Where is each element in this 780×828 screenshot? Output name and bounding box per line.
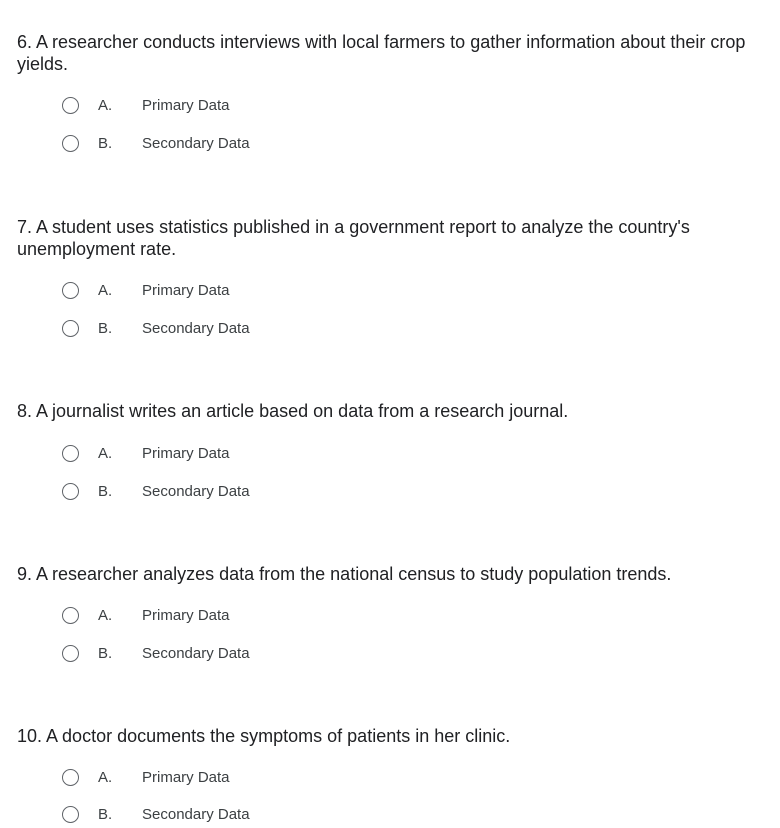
option-letter: A. [98, 445, 113, 462]
radio-button[interactable] [62, 320, 79, 337]
option-b[interactable] [62, 806, 322, 828]
option-label: Primary Data [142, 607, 230, 624]
question-text: 7. A student uses statistics published in a government report to analyze the country's unemployment rate. [17, 217, 690, 259]
question-text: 10. A doctor documents the symptoms of patients in her clinic. [17, 726, 511, 746]
radio-button[interactable] [62, 135, 79, 152]
option-a[interactable] [62, 769, 322, 791]
radio-button[interactable] [62, 483, 79, 500]
radio-button[interactable] [62, 445, 79, 462]
option-letter: A. [98, 282, 113, 299]
option-letter: A. [98, 769, 113, 786]
option-label: Secondary Data [142, 135, 250, 152]
option-a[interactable] [62, 97, 322, 119]
option-label: Primary Data [142, 97, 230, 114]
radio-button[interactable] [62, 97, 79, 114]
option-letter: B. [98, 483, 113, 500]
option-label: Primary Data [142, 445, 230, 462]
option-b[interactable] [62, 483, 322, 505]
option-letter: B. [98, 135, 113, 152]
option-letter: B. [98, 320, 113, 337]
question-text: 9. A researcher analyzes data from the national census to study population trends. [17, 564, 672, 584]
radio-button[interactable] [62, 769, 79, 786]
option-b[interactable] [62, 645, 322, 667]
option-label: Secondary Data [142, 320, 250, 337]
option-label: Secondary Data [142, 806, 250, 823]
option-label: Primary Data [142, 769, 230, 786]
option-a[interactable] [62, 282, 322, 304]
option-label: Secondary Data [142, 483, 250, 500]
radio-button[interactable] [62, 645, 79, 662]
option-label: Primary Data [142, 282, 230, 299]
radio-button[interactable] [62, 607, 79, 624]
option-letter: B. [98, 645, 113, 662]
option-label: Secondary Data [142, 645, 250, 662]
radio-button[interactable] [62, 282, 79, 299]
radio-button[interactable] [62, 806, 79, 823]
question-text: 6. A researcher conducts interviews with local farmers to gather information about their crop yields. [17, 32, 746, 74]
option-b[interactable] [62, 320, 322, 342]
option-letter: A. [98, 607, 113, 624]
option-b[interactable] [62, 135, 322, 157]
option-letter: B. [98, 806, 113, 823]
option-a[interactable] [62, 445, 322, 467]
option-a[interactable] [62, 607, 322, 629]
question-text: 8. A journalist writes an article based on data from a research journal. [17, 401, 569, 421]
option-letter: A. [98, 97, 113, 114]
